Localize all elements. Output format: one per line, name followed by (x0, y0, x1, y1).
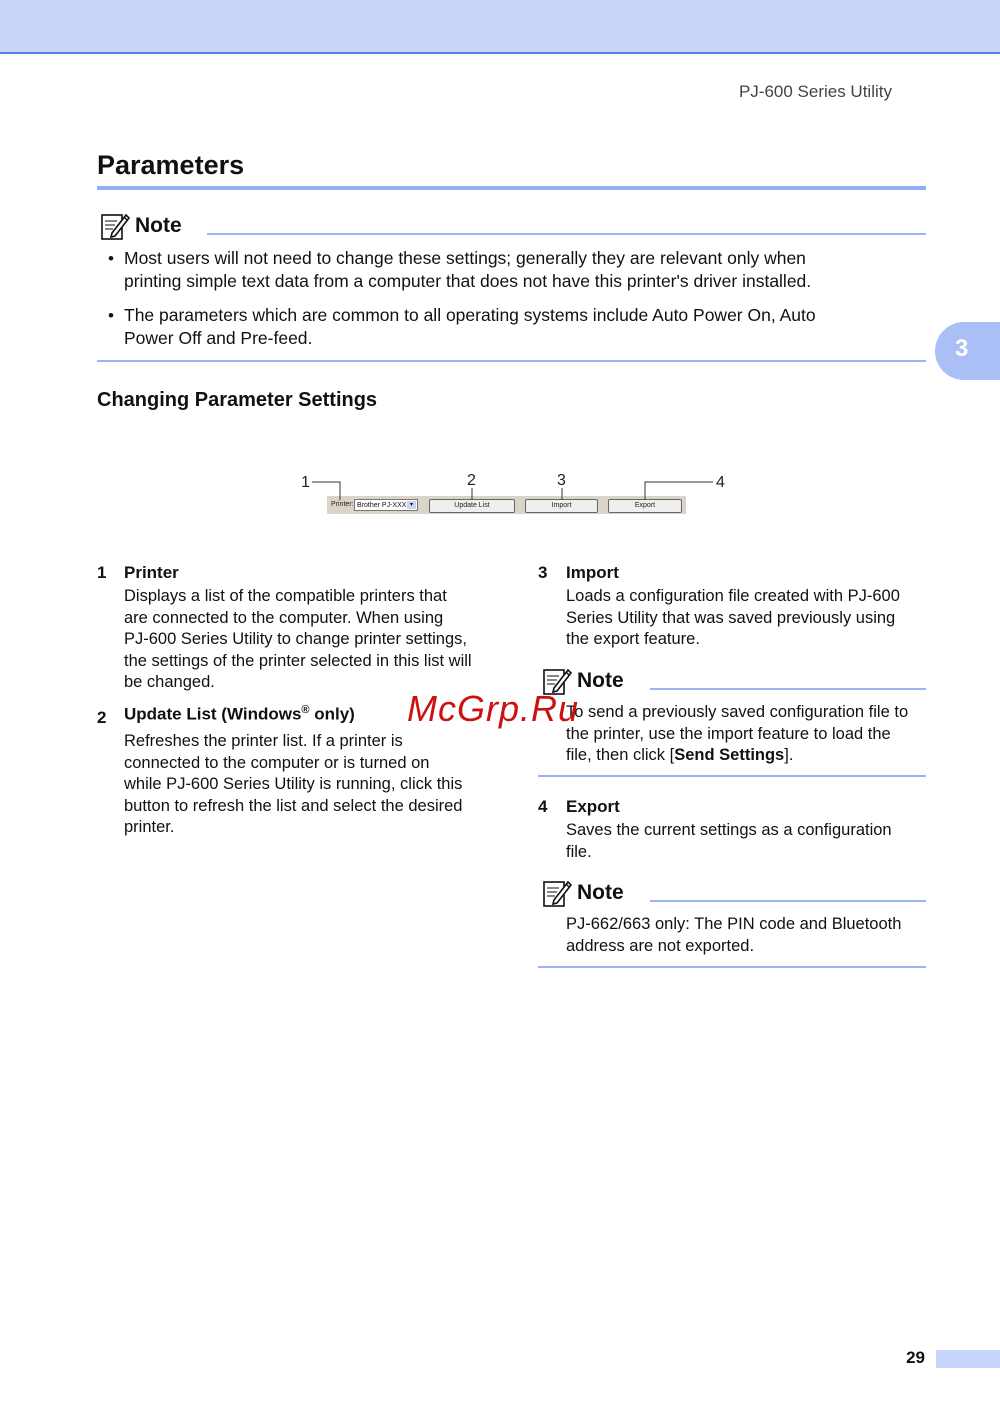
printer-select-value: Brother PJ-XXX (357, 502, 407, 509)
top-banner (0, 0, 1000, 54)
note-pencil-icon (542, 878, 572, 908)
note-header (542, 878, 624, 908)
text-line: are connected to the computer. When using (124, 608, 444, 627)
text-line: Series Utility that was saved previously using (566, 608, 896, 627)
text-line (566, 745, 928, 767)
note-bullet (124, 247, 924, 293)
subsection-title: Changing Parameter Settings (97, 389, 378, 411)
item-description (566, 820, 928, 863)
note-header (100, 211, 182, 241)
chevron-down-icon: ▾ (407, 501, 416, 509)
text-line: Displays a list of the compatible printers that (124, 587, 447, 605)
text-line: Refreshes the printer list. If a printer is (124, 732, 403, 750)
export-button[interactable]: Export (608, 499, 682, 513)
text-line: Loads a configuration file created with PJ-600 (566, 587, 900, 605)
printer-label: Printer: (331, 501, 354, 508)
text-line: To send a previously saved configuration file to (566, 703, 909, 721)
send-settings-label: Send Settings (674, 746, 785, 764)
text-line: button to refresh the list and select the desired (124, 796, 463, 815)
footer-tab (936, 1350, 1000, 1368)
item-title-text: only) (309, 704, 355, 724)
item-title: Import (566, 563, 619, 582)
chapter-number: 3 (955, 335, 969, 362)
text-line: the settings of the printer selected in this list will (124, 651, 472, 670)
note-bullet-line: The parameters which are common to all operating systems include Auto Power On, Auto (124, 305, 816, 325)
note-rule-bottom (538, 775, 926, 777)
chapter-tab (935, 322, 1000, 380)
item-number: 3 (538, 563, 548, 582)
callout-number: 3 (557, 472, 566, 489)
update-list-button[interactable]: Update List (429, 499, 515, 513)
item-description (124, 586, 494, 694)
text-span: ]. (784, 746, 794, 764)
note-pencil-icon (100, 211, 130, 241)
text-line: while PJ-600 Series Utility is running, click this (124, 775, 463, 793)
note-bullet-line: Power Off and Pre-feed. (124, 328, 313, 348)
registered-mark: ® (301, 704, 310, 716)
note-bullet-line: printing simple text data from a computer that does not have this printer's driver installed. (124, 271, 812, 291)
note-text (566, 702, 928, 767)
bullet-icon: • (108, 249, 114, 268)
bullet-icon: • (108, 306, 114, 325)
title-rule (97, 186, 926, 190)
note-label: Note (135, 214, 182, 237)
note-rule-top (650, 688, 926, 690)
item-number: 2 (97, 708, 107, 727)
text-line: address are not exported. (566, 936, 755, 955)
item-description (124, 731, 494, 839)
note-text (566, 914, 928, 957)
text-line: connected to the computer or is turned on (124, 753, 430, 772)
note-rule-top (207, 233, 926, 235)
item-number: 1 (97, 563, 107, 582)
watermark: McGrp.Ru (407, 688, 580, 729)
item-title-text: Update List (Windows (124, 704, 302, 724)
callout-lines (300, 470, 730, 510)
note-label: Note (577, 881, 624, 904)
note-bullet-line: Most users will not need to change these settings; generally they are relevant only when (124, 248, 806, 268)
text-line: be changed. (124, 673, 215, 691)
note-rule-bottom (538, 966, 926, 968)
text-span: file, then click [ (566, 746, 675, 764)
page-number: 29 (906, 1348, 925, 1367)
text-line: the printer, use the import feature to load the (566, 724, 891, 743)
item-title: Printer (124, 563, 179, 582)
text-line: PJ-600 Series Utility to change printer settings, (124, 630, 467, 648)
item-title (124, 704, 355, 725)
item-title: Export (566, 797, 620, 816)
note-label: Note (577, 669, 624, 692)
note-rule-top (650, 900, 926, 902)
import-button[interactable]: Import (525, 499, 598, 513)
note-rule-bottom (97, 360, 926, 362)
callout-number: 2 (467, 472, 476, 489)
note-bullet (124, 304, 924, 350)
running-header: PJ-600 Series Utility (738, 82, 892, 101)
text-line: PJ-662/663 only: The PIN code and Bluetooth (566, 915, 902, 933)
page-title: Parameters (97, 150, 245, 180)
item-number: 4 (538, 797, 548, 816)
text-line: Saves the current settings as a configuration (566, 821, 892, 839)
text-line: the export feature. (566, 630, 700, 648)
callout-number: 4 (716, 474, 725, 491)
text-line: printer. (124, 818, 175, 836)
callout-number: 1 (301, 474, 310, 491)
text-line: file. (566, 842, 592, 861)
item-description (566, 586, 928, 651)
